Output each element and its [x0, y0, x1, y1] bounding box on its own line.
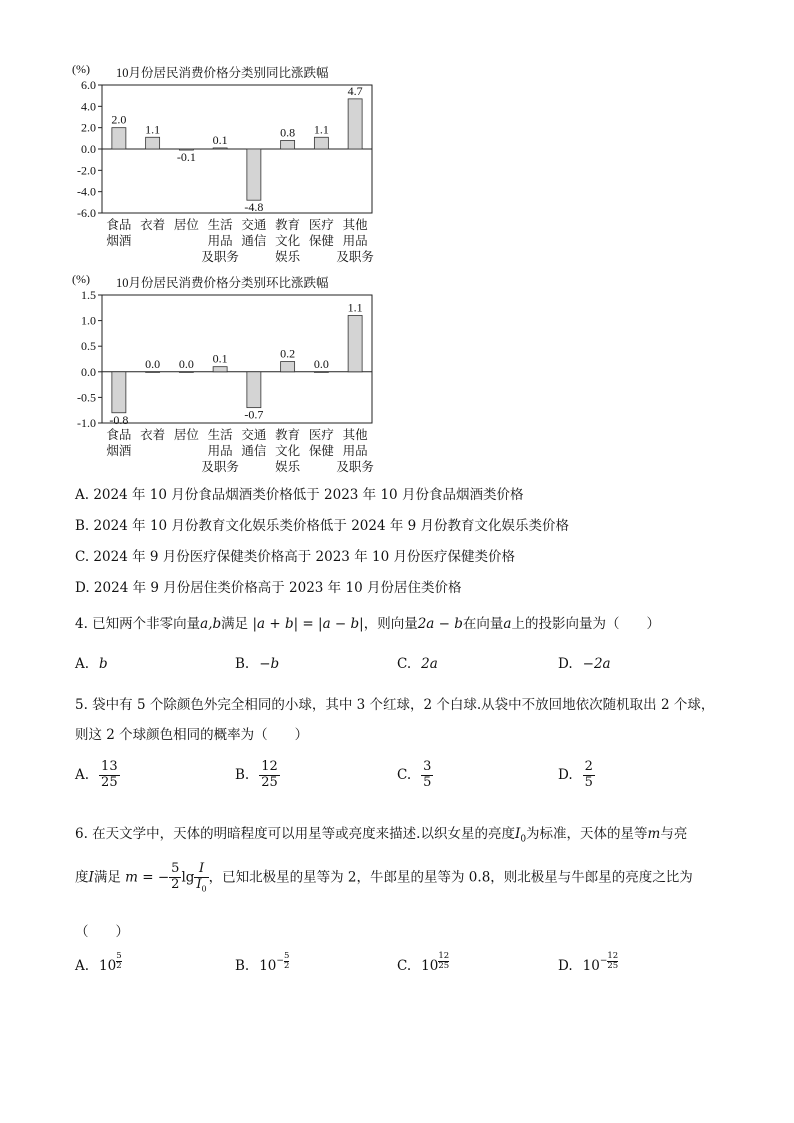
q4-text-e: 上的投影向量为（ ）	[511, 616, 660, 632]
chart-yoy-category-label: 用品	[342, 233, 368, 248]
chart-mom-bar	[247, 372, 261, 408]
q4-vec-ab: a,b	[200, 616, 222, 632]
chart-mom-data-label: 0.0	[145, 356, 161, 371]
q6-option-b-base: 10	[259, 958, 277, 974]
chart-mom-data-label: -0.8	[109, 412, 129, 427]
q6-f1-den: 2	[171, 877, 180, 893]
q6-option-b-exp-num: 5	[283, 951, 290, 961]
chart-mom-category-label: 其他	[342, 427, 368, 442]
q6-line1	[75, 822, 687, 845]
q5-option-a	[75, 760, 120, 791]
chart-mom-ytick-label: 0.0	[81, 364, 96, 379]
chart-mom-bar	[348, 315, 362, 371]
chart-yoy-ytick-label: -2.0	[77, 163, 96, 178]
q4-text-b: 满足	[221, 616, 249, 632]
chart-yoy-ytick-label: 4.0	[81, 99, 96, 114]
chart-mom-bar	[112, 372, 126, 413]
q3-option-c: C. 2024 年 9 月份医疗保健类价格高于 2023 年 10 月份医疗保健类价格	[75, 549, 515, 565]
q6-option-d-exp	[607, 952, 618, 970]
chart-yoy-category-label: 及职务	[336, 249, 374, 264]
q6-f1-num: 5	[171, 861, 180, 877]
chart-yoy-bar	[146, 137, 160, 149]
q5-option-d-den: 5	[584, 774, 593, 790]
q6-option-b-label: B.	[235, 958, 250, 974]
q6-f2-den-sub: 0	[201, 884, 207, 894]
q6-m: m	[647, 826, 661, 842]
chart-yoy-category-label: 交通	[241, 217, 267, 232]
q4-option-b-label: B.	[235, 656, 250, 672]
q3-option-a: A. 2024 年 10 月份食品烟酒类价格低于 2023 年 10 月份食品烟酒类价格	[75, 487, 524, 503]
chart-yoy-title: 10月份居民消费价格分类别同比涨跌幅	[116, 66, 329, 80]
chart-yoy-bar	[247, 149, 261, 200]
q6-option-c-exp-num: 12	[438, 951, 450, 961]
q6-option-d-sign: −	[599, 956, 608, 966]
q6-line1-c: 与亮	[660, 826, 688, 842]
q4-vec-a: a	[503, 616, 512, 632]
chart-mom-data-label: 0.1	[212, 351, 228, 366]
chart-mom-data-label: 0.2	[280, 346, 296, 361]
q5-option-b-label: B.	[235, 766, 250, 783]
chart-yoy-data-label: 0.8	[280, 125, 296, 140]
chart-mom-bar	[146, 372, 160, 373]
chart-yoy-unit: (%)	[72, 62, 90, 76]
chart-yoy-ytick-label: 6.0	[81, 78, 96, 92]
q5-option-d-num: 2	[584, 759, 593, 774]
chart-yoy-category-label: 保健	[308, 233, 334, 248]
chart-yoy-ytick-label: 0.0	[81, 142, 96, 156]
chart-yoy-category-label: 文化	[275, 233, 301, 248]
q6-formula-frac1	[169, 862, 181, 893]
q4-text-d: 在向量	[462, 616, 504, 632]
q6-option-d	[558, 951, 619, 976]
q6-line2-b: 满足	[93, 869, 121, 886]
q4-option-d-value: −2a	[582, 656, 611, 672]
chart-yoy-category-label: 教育	[275, 217, 301, 232]
q6-I0: I	[514, 826, 521, 842]
q4-text-c: ，则向量	[363, 616, 418, 632]
chart-yoy-category-label: 居位	[173, 217, 199, 232]
q4-stem	[75, 612, 660, 632]
chart-mom-category-label: 食品	[106, 427, 132, 442]
chart-yoy-bar	[112, 128, 126, 149]
chart-mom-bar	[179, 372, 193, 373]
q5-option-a-num: 13	[101, 759, 118, 774]
chart-yoy-svg	[60, 60, 390, 270]
chart-yoy-data-label: -0.1	[176, 150, 196, 165]
q4-option-a	[75, 656, 108, 672]
chart-mom	[60, 270, 390, 480]
q5-option-c-num: 3	[423, 759, 432, 774]
q6-option-d-exp-den: 25	[607, 960, 619, 971]
chart-mom-ytick-label: -1.0	[77, 416, 96, 430]
q4-option-d	[558, 656, 611, 672]
q4-option-a-value: b	[99, 656, 108, 672]
q4-option-c-value: 2a	[421, 656, 438, 672]
q4-option-d-label: D.	[558, 656, 573, 672]
q6-I0-sub: 0	[520, 834, 527, 845]
chart-yoy-data-label: 4.7	[347, 83, 363, 98]
chart-mom-svg	[60, 270, 390, 480]
q5-line1: 5. 袋中有 5 个除颜色外完全相同的小球，其中 3 个红球，2 个白球.从袋中不放回地依次随机取出 2 个球，	[75, 697, 715, 713]
chart-mom-category-label: 用品	[342, 443, 368, 458]
q4-text-a: 4. 已知两个非零向量	[75, 616, 201, 632]
q6-option-b-exp-den: 2	[283, 960, 290, 971]
chart-mom-unit: (%)	[72, 272, 90, 286]
chart-yoy-data-label: -4.8	[244, 200, 264, 215]
q4-option-b	[235, 656, 279, 672]
q6-option-d-label: D.	[558, 958, 573, 974]
chart-mom-category-label: 用品	[207, 443, 233, 458]
q6-line1-a: 6. 在天文学中，天体的明暗程度可以用星等或亮度来描述.以织女星的亮度	[75, 826, 515, 842]
q6-option-d-base: 10	[582, 958, 600, 974]
chart-mom-data-label: 1.1	[347, 300, 363, 315]
chart-mom-frame	[102, 295, 372, 423]
q4-condition: |a + b| = |a − b|	[252, 616, 364, 632]
chart-yoy-category-label: 用品	[207, 233, 233, 248]
q4-option-c	[397, 656, 438, 672]
q6-line3: （ ）	[75, 924, 129, 940]
chart-mom-data-label: -0.7	[244, 407, 264, 422]
chart-yoy-category-label: 娱乐	[275, 249, 301, 264]
q5-option-c	[397, 760, 433, 791]
chart-yoy	[60, 60, 390, 270]
q6-line2	[75, 862, 693, 894]
q5-option-b-den: 25	[261, 774, 278, 790]
chart-yoy-category-label: 及职务	[201, 249, 239, 264]
q6-option-c	[397, 951, 450, 976]
q6-line2-c: ，已知北极星的星等为 2，牛郎星的星等为 0.8，则北极星与牛郎星的亮度之比为	[208, 869, 693, 886]
q5-option-a-den: 25	[101, 774, 118, 790]
q5-option-a-label: A.	[75, 766, 90, 783]
q6-option-c-label: C.	[397, 958, 412, 974]
q5-option-b-num: 12	[261, 759, 278, 774]
q5-option-c-fraction	[421, 760, 433, 791]
q5-option-d	[558, 760, 595, 791]
q6-option-a-exp-den: 2	[116, 960, 122, 971]
q6-option-c-exp	[438, 952, 449, 970]
chart-yoy-bar	[213, 148, 227, 149]
q3-option-d: D. 2024 年 9 月份居住类价格高于 2023 年 10 月份居住类价格	[75, 580, 462, 596]
chart-mom-data-label: 0.0	[178, 356, 194, 371]
chart-mom-category-label: 交通	[241, 427, 267, 442]
q6-option-a-exp-num: 5	[116, 951, 122, 961]
q5-option-d-fraction	[583, 760, 595, 791]
q6-option-c-exp-den: 25	[438, 960, 450, 971]
q5-option-c-label: C.	[397, 766, 412, 783]
q4-option-c-label: C.	[397, 656, 412, 672]
chart-mom-ytick-label: 1.0	[81, 313, 96, 328]
chart-yoy-category-label: 其他	[342, 217, 368, 232]
q6-option-a	[75, 951, 122, 976]
chart-mom-category-label: 教育	[275, 427, 301, 442]
chart-mom-category-label: 及职务	[201, 459, 239, 474]
q4-vector-expr: 2a − b	[417, 616, 463, 632]
q5-line2: 则这 2 个球颜色相同的概率为（ ）	[75, 727, 309, 743]
q6-option-a-base: 10	[99, 958, 117, 974]
chart-mom-category-label: 保健	[308, 443, 334, 458]
q6-I: I	[88, 869, 94, 886]
q6-lg: lg	[181, 869, 195, 886]
q6-option-b-exp	[284, 952, 289, 970]
chart-yoy-category-label: 通信	[241, 233, 267, 248]
chart-yoy-ytick-label: 2.0	[81, 120, 96, 135]
q6-option-a-exp	[116, 952, 121, 970]
chart-yoy-bar	[348, 99, 362, 149]
chart-mom-category-label: 及职务	[336, 459, 374, 474]
q4-option-a-label: A.	[75, 656, 90, 672]
q6-option-b-sign: −	[276, 956, 284, 966]
chart-mom-bar	[281, 362, 295, 372]
q5-option-d-label: D.	[558, 766, 573, 783]
q6-f2-den-wrap	[194, 878, 208, 894]
q6-option-a-label: A.	[75, 958, 90, 974]
q6-formula-frac2	[194, 862, 208, 894]
chart-mom-category-label: 通信	[241, 443, 267, 458]
chart-yoy-category-label: 食品	[106, 217, 132, 232]
chart-yoy-bar	[314, 137, 328, 149]
q6-line1-b: 为标准，天体的星等	[526, 826, 648, 842]
chart-mom-category-label: 居位	[173, 427, 199, 442]
chart-yoy-category-label: 生活	[207, 217, 233, 232]
q6-option-b	[235, 951, 290, 976]
q6-f2-den: I	[196, 876, 202, 892]
chart-mom-ytick-label: -0.5	[77, 390, 96, 405]
q6-f2-num: I	[194, 862, 208, 878]
chart-mom-category-label: 医疗	[308, 427, 334, 442]
chart-mom-category-label: 娱乐	[275, 459, 301, 474]
chart-yoy-bar	[281, 140, 295, 149]
chart-yoy-data-label: 2.0	[111, 112, 127, 127]
chart-mom-category-label: 生活	[207, 427, 233, 442]
chart-yoy-data-label: 0.1	[212, 132, 228, 147]
chart-yoy-data-label: 1.1	[313, 122, 329, 137]
chart-mom-data-label: 0.0	[313, 356, 329, 371]
chart-yoy-category-label: 衣着	[140, 217, 166, 232]
chart-mom-bar	[213, 367, 227, 372]
q6-line2-a: 度	[75, 869, 89, 886]
q4-option-b-value: −b	[259, 656, 280, 672]
q6-option-d-exp-num: 12	[607, 951, 619, 961]
chart-yoy-ytick-label: -6.0	[77, 206, 96, 220]
chart-mom-title: 10月份居民消费价格分类别环比涨跌幅	[116, 276, 329, 290]
q3-option-b: B. 2024 年 10 月份教育文化娱乐类价格低于 2024 年 9 月份教育文化娱乐类价格	[75, 518, 570, 534]
q5-option-c-den: 5	[423, 774, 432, 790]
chart-mom-category-label: 文化	[275, 443, 301, 458]
q6-formula-lhs: m = −	[125, 869, 170, 886]
chart-yoy-ytick-label: -4.0	[77, 184, 96, 199]
q5-option-b-fraction	[259, 760, 280, 791]
q6-option-c-base: 10	[421, 958, 439, 974]
chart-yoy-data-label: 1.1	[145, 122, 161, 137]
chart-yoy-category-label: 烟酒	[106, 233, 132, 248]
chart-mom-category-label: 烟酒	[106, 443, 132, 458]
chart-yoy-category-label: 医疗	[308, 217, 334, 232]
chart-mom-bar	[314, 372, 328, 373]
chart-mom-ytick-label: 0.5	[81, 339, 96, 354]
q5-option-b	[235, 760, 280, 791]
chart-mom-category-label: 衣着	[140, 427, 166, 442]
q5-option-a-fraction	[99, 760, 120, 791]
chart-mom-ytick-label: 1.5	[81, 288, 96, 302]
